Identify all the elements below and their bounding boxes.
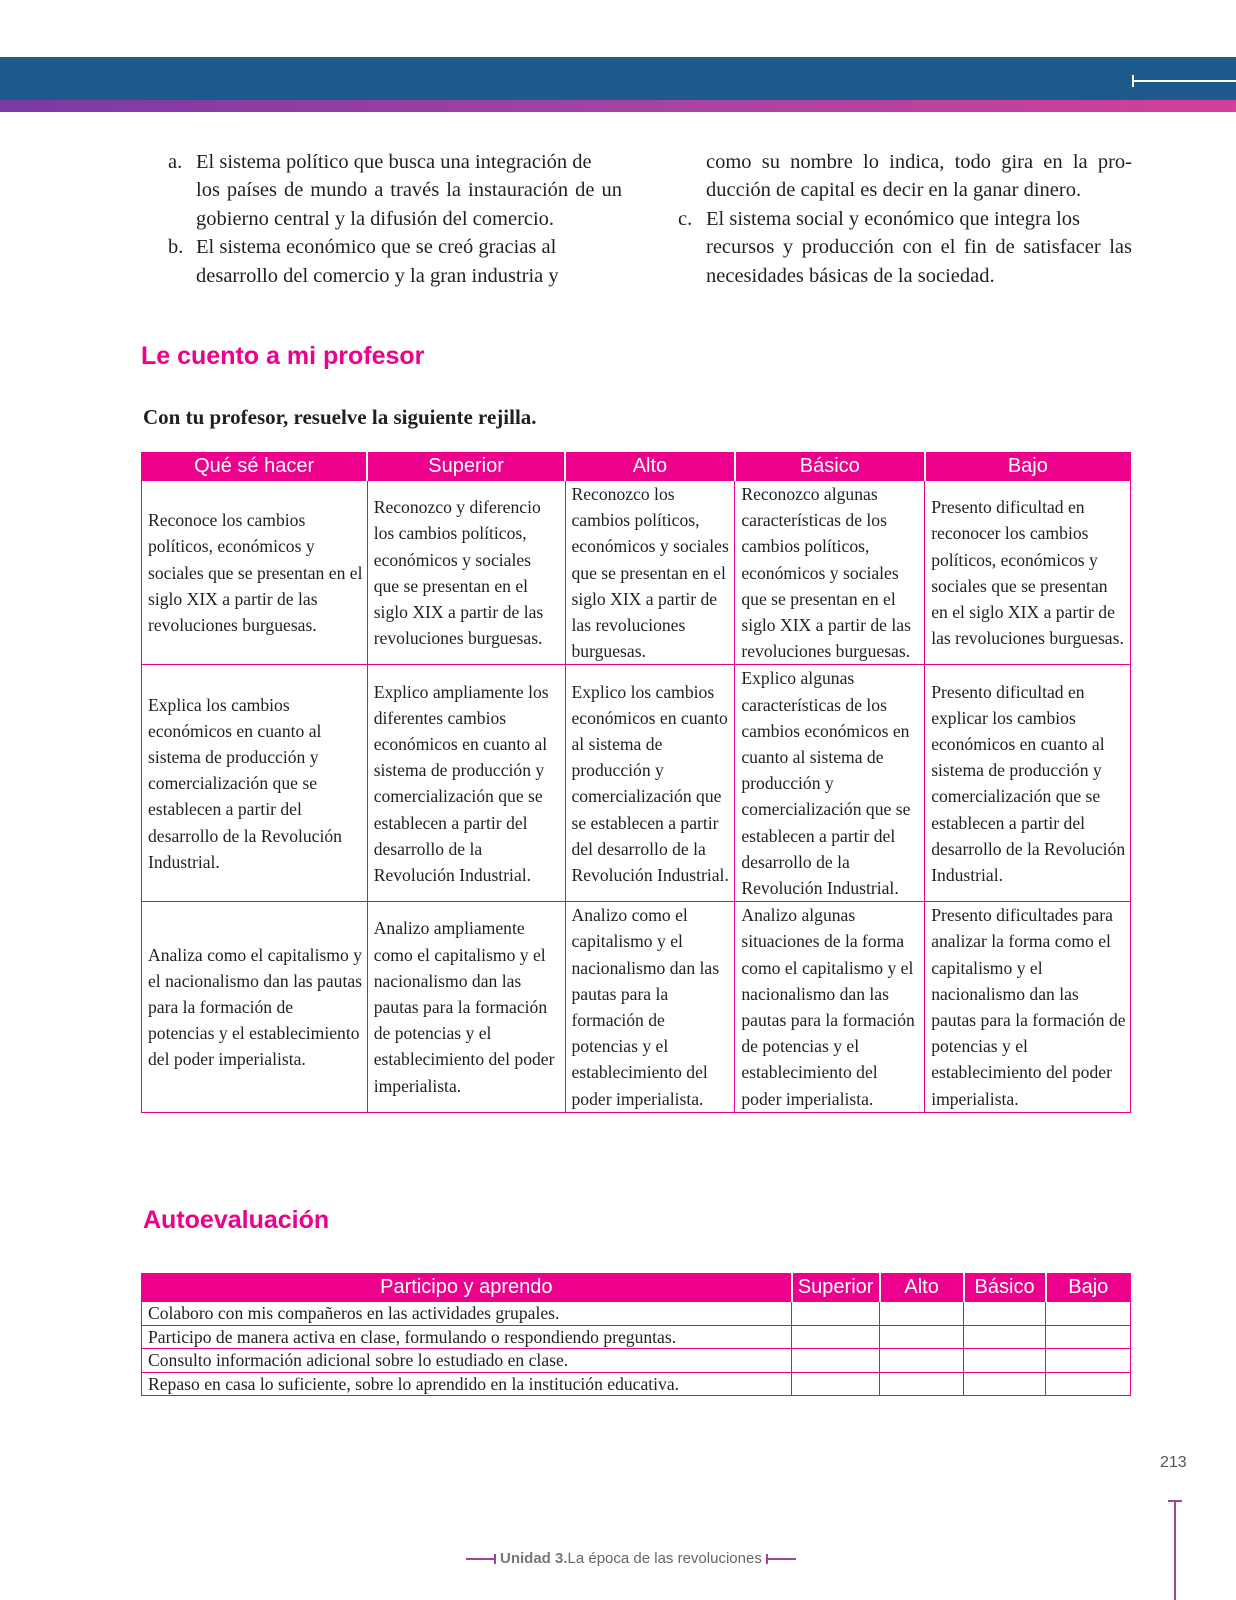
table-row [142, 1372, 1131, 1396]
rubric-cell: Explico ampliamente los diferentes cambios económicos en cuanto al sistema de producción y comercialización que se establecen a partir del desarrollo de la Revolución Industrial. [367, 665, 565, 902]
rubric-cell: Presento dificultad en explicar los cambios económicos en cuanto al sistema de producción y comercialización que se establecen a partir del desarrollo de la Revolución Industrial. [925, 665, 1131, 902]
self-header-basico: Básico [964, 1274, 1046, 1302]
header-corner-tick [1132, 75, 1134, 87]
option-a-continuation: los países de mundo a través la instauración de un gobierno central y la difusión del comercio. [196, 179, 622, 230]
section-title-le-cuento: Le cuento a mi profesor [141, 342, 425, 370]
rubric-cell: Analizo algunas situaciones de la forma como el capitalismo y el nacionalismo dan las pautas para la formación de potencias y el establecimiento del poder imperialista. [735, 902, 925, 1113]
instruction-text: Con tu profesor, resuelve la siguiente rejilla. [143, 405, 537, 429]
self-statement: Participo de manera activa en clase, formulando o respondiendo preguntas. [142, 1325, 792, 1349]
self-header-bajo: Bajo [1046, 1274, 1131, 1302]
rubric-cell: Analiza como el capitalismo y el nacionalismo dan las pautas para la formación de potencias y el establecimiento del poder imperialista. [142, 902, 368, 1113]
option-b-continuation-2: como su nombre lo indica, todo gira en la pro-ducción de capital es decir en la ganar dinero. [706, 151, 1132, 202]
rubric-cell: Reconozco los cambios políticos, económicos y sociales que se presentan en el siglo XIX a partir de las revoluciones burguesas. [565, 481, 735, 665]
footer-rule-left [466, 1558, 496, 1560]
rubric-cell: Explico algunas características de los cambios económicos en cuanto al sistema de producción y comercialización que se establecen a partir del desarrollo de la Revolución Industrial. [735, 665, 925, 902]
self-mark-alto[interactable] [880, 1349, 964, 1373]
self-statement: Repaso en casa lo suficiente, sobre lo aprendido en la institución educativa. [142, 1372, 792, 1396]
rubric-cell: Analizo como el capitalismo y el nacionalismo dan las pautas para la formación de potencias y el establecimiento del poder imperialista. [565, 902, 735, 1113]
footer-title: La época de las revoluciones [567, 1550, 762, 1567]
self-mark-bajo[interactable] [1046, 1372, 1131, 1396]
self-mark-superior[interactable] [792, 1372, 880, 1396]
rubric-header-alto: Alto [565, 453, 735, 481]
self-mark-basico[interactable] [964, 1302, 1046, 1326]
table-row [142, 902, 1131, 1113]
table-row [142, 665, 1131, 902]
self-mark-bajo[interactable] [1046, 1325, 1131, 1349]
section-title-autoevaluacion: Autoevaluación [143, 1206, 330, 1234]
self-header-participo: Participo y aprendo [142, 1274, 792, 1302]
rubric-header-row [142, 453, 1131, 481]
self-mark-alto[interactable] [880, 1325, 964, 1349]
footer [462, 1550, 800, 1567]
header-stripe [0, 100, 1236, 112]
self-mark-basico[interactable] [964, 1372, 1046, 1396]
table-row [142, 1325, 1131, 1349]
self-mark-superior[interactable] [792, 1325, 880, 1349]
option-c-continuation: recursos y producción con el fin de satisfacer las necesidades básicas de la sociedad. [706, 236, 1132, 287]
rubric-header-superior: Superior [367, 453, 565, 481]
option-b-letter: b. [168, 236, 184, 259]
self-header-alto: Alto [880, 1274, 964, 1302]
option-b-text: El sistema económico que se creó gracias al [196, 236, 557, 259]
footer-rule-right [766, 1558, 796, 1560]
rubric-header-que-se-hacer: Qué sé hacer [142, 453, 368, 481]
rubric-header-basico: Básico [735, 453, 925, 481]
option-a-text: El sistema político que busca una integración de [196, 151, 592, 173]
rubric-cell: Analizo ampliamente como el capitalismo y el nacionalismo dan las pautas para la formación de potencias y el establecimiento del poder imperialista. [367, 902, 565, 1113]
option-b-continuation: desarrollo del comercio y la gran industria y [196, 264, 559, 287]
option-a-letter: a. [168, 151, 183, 173]
self-header-superior: Superior [792, 1274, 880, 1302]
self-statement: Colaboro con mis compañeros en las actividades grupales. [142, 1302, 792, 1326]
rubric-cell: Presento dificultad en reconocer los cambios políticos, económicos y sociales que se presentan en el siglo XIX a partir de las revoluciones burguesas. [925, 481, 1131, 665]
self-mark-alto[interactable] [880, 1302, 964, 1326]
options-column-left [168, 148, 622, 290]
self-mark-superior[interactable] [792, 1302, 880, 1326]
self-mark-bajo[interactable] [1046, 1302, 1131, 1326]
rubric-cell: Reconozco algunas características de los cambios políticos, económicos y sociales que se presentan en el siglo XIX a partir de las revoluciones burguesas. [735, 481, 925, 665]
option-c-text: El sistema social y económico que integra los [706, 207, 1081, 230]
table-row [142, 1302, 1131, 1326]
footer-unit: Unidad 3. [500, 1550, 568, 1567]
self-header-row [142, 1274, 1131, 1302]
self-mark-basico[interactable] [964, 1325, 1046, 1349]
page-number: 213 [1160, 1454, 1187, 1471]
rubric-cell: Explica los cambios económicos en cuanto al sistema de producción y comercialización que se establecen a partir del desarrollo de la Revolución Industrial. [142, 665, 368, 902]
self-statement: Consulto información adicional sobre lo estudiado en clase. [142, 1349, 792, 1373]
rubric-cell: Presento dificultades para analizar la forma como el capitalismo y el nacionalismo dan las pautas para la formación de potencias y el establecimiento del poder imperialista. [925, 902, 1131, 1113]
header-band [0, 57, 1236, 100]
header-corner-line [1132, 80, 1236, 82]
self-mark-superior[interactable] [792, 1349, 880, 1373]
options-column-right [678, 148, 1132, 290]
self-assessment-table [141, 1273, 1131, 1396]
side-rule [1174, 1500, 1176, 1600]
option-c-letter: c. [678, 207, 693, 230]
option-a [168, 148, 622, 176]
option-c [678, 205, 1132, 233]
self-mark-basico[interactable] [964, 1349, 1046, 1373]
rubric-cell: Explico los cambios económicos en cuanto al sistema de producción y comercialización que se establecen a partir del desarrollo de la Revolución Industrial. [565, 665, 735, 902]
rubric-header-bajo: Bajo [925, 453, 1131, 481]
rubric-table [141, 452, 1131, 1113]
rubric-cell: Reconozco y diferencio los cambios políticos, económicos y sociales que se presentan en el siglo XIX a partir de las revoluciones burguesas. [367, 481, 565, 665]
self-mark-bajo[interactable] [1046, 1349, 1131, 1373]
side-rule-tick [1168, 1500, 1182, 1502]
rubric-cell: Reconoce los cambios políticos, económicos y sociales que se presentan en el siglo XIX a partir de las revoluciones burguesas. [142, 481, 368, 665]
option-b [168, 233, 622, 261]
table-row [142, 481, 1131, 665]
table-row [142, 1349, 1131, 1373]
self-mark-alto[interactable] [880, 1372, 964, 1396]
